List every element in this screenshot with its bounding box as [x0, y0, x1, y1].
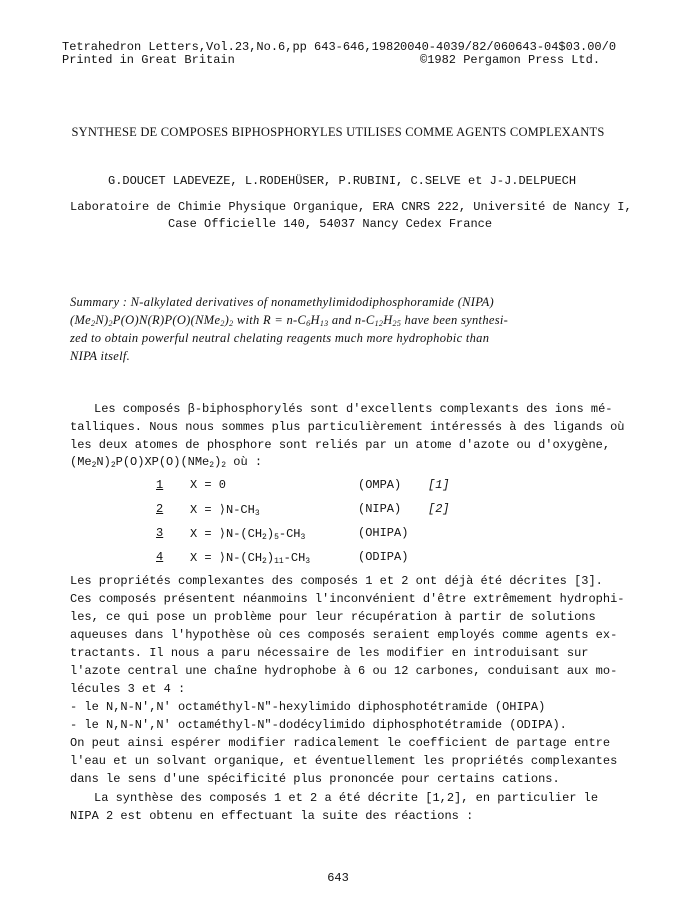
compound-name: (NIPA) [358, 502, 402, 516]
text-line: l'azote central une chaîne hydrophobe à 6 ou 12 carbones, conduisant aux mo- [70, 664, 618, 678]
paper-title: SYNTHESE DE COMPOSES BIPHOSPHORYLES UTILISES COMME AGENTS COMPLEXANTS [71, 125, 605, 139]
page-number: 643 [327, 871, 349, 885]
compound-x: $X = ⟩N-(CH_2)_{11}-CH_3$ [190, 551, 311, 566]
text-line: tractants. Il nous a paru nécessaire de les modifier en introduisant sur [70, 646, 589, 660]
affiliation-line-2: Case Officielle 140, 54037 Nancy Cedex France [168, 217, 493, 231]
text-line: les, ce qui pose un problème pour leur récupération à partir de solutions [70, 610, 596, 624]
compound-name: (OMPA) [358, 478, 402, 492]
compound-ref: [2] [428, 502, 450, 516]
compound-ref: [1] [428, 478, 450, 492]
compound-x: X = 0 [190, 478, 227, 492]
affiliation-line-1: Laboratoire de Chimie Physique Organique, ERA CNRS 222, Université de Nancy I, [70, 200, 632, 214]
formula-line: $(Me_2N)_2P(O)XP(O)(NMe_2)_2$ où : [70, 455, 263, 470]
text-line: Les propriétés complexantes des composés 1 et 2 ont déjà été décrites [3]. [70, 574, 603, 588]
compound-x: $X = ⟩N-CH_3$ [190, 503, 260, 518]
compound-number: 1 [156, 478, 164, 492]
compound-x: $X = ⟩N-(CH_2)_5-CH_3$ [190, 527, 306, 542]
text-line: Ces composés présentent néanmoins l'inconvénient d'être extrêmement hydrophi- [70, 592, 625, 606]
journal-citation: Tetrahedron Letters,Vol.23,No.6,pp 643-646,1982 [62, 40, 401, 54]
compound-number: 3 [156, 526, 164, 540]
authors: G.DOUCET LADEVEZE, L.RODEHÜSER, P.RUBINI, C.SELVE et J-J.DELPUECH [108, 174, 577, 188]
text-line: dans le sens d'une spécificité plus prononcée pour certains cations. [70, 772, 560, 786]
text-line: talliques. Nous nous sommes plus particulièrement intéressés à des ligands où [70, 420, 625, 434]
compound-number: 4 [156, 550, 164, 564]
summary-line: $(Me_2N)_2P(O)N(R)P(O)(NMe_2)_2$ with $R = n-C_6H_{13}$ and $n-C_{12}H_{25}$ have been synthesi- [70, 313, 509, 328]
text-line: - le N,N-N',N' octaméthyl-N"-hexylimido diphosphotétramide (OHIPA) [70, 700, 546, 714]
compound-name: (ODIPA) [358, 550, 409, 564]
compound-number: 2 [156, 502, 164, 516]
summary-line: zed to obtain powerful neutral chelating reagents much more hydrophobic than [70, 331, 490, 345]
text-line: NIPA 2 est obtenu en effectuant la suite des réactions : [70, 809, 474, 823]
text-line: - le N,N-N',N' octaméthyl-N"-dodécylimido diphosphotétramide (ODIPA). [70, 718, 567, 732]
text-line: La synthèse des composés 1 et 2 a été décrite [1,2], en particulier le [94, 791, 599, 805]
text-line: Les composés β-biphosphorylés sont d'excellents complexants des ions mé- [94, 402, 613, 416]
text-line: lécules 3 et 4 : [70, 682, 186, 696]
compound-name: (OHIPA) [358, 526, 409, 540]
printed-in: Printed in Great Britain [62, 53, 235, 67]
text-line: l'eau et un solvant organique, et éventuellement les propriétés complexantes [70, 754, 618, 768]
article-code: 0040-4039/82/060643-04$03.00/0 [400, 40, 617, 54]
summary-line: NIPA itself. [70, 349, 131, 363]
summary-line: Summary : N-alkylated derivatives of nonamethylimidodiphosphoramide (NIPA) [70, 295, 494, 309]
text-line: aqueuses dans l'hypothèse où ces composés seraient employés comme agents ex- [70, 628, 618, 642]
text-line: On peut ainsi espérer modifier radicalement le coefficient de partage entre [70, 736, 611, 750]
copyright: ©1982 Pergamon Press Ltd. [420, 53, 601, 67]
text-line: les deux atomes de phosphore sont reliés par un atome d'azote ou d'oxygène, [70, 438, 611, 452]
